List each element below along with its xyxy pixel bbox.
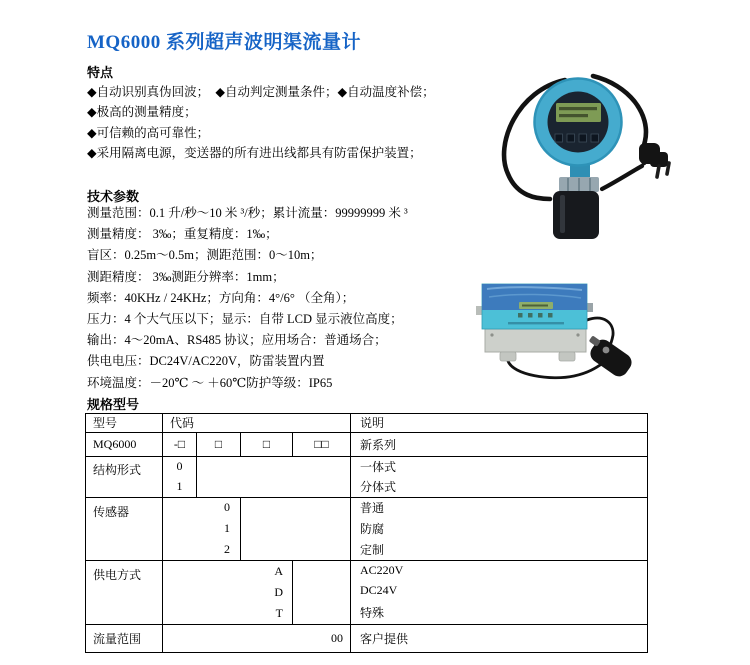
desc-value: 防腐 xyxy=(360,521,385,536)
power-plug xyxy=(639,143,669,177)
tech-param-item: 输出：4～20mA、RS485 协议；应用场合：普通场合； xyxy=(87,333,387,348)
table-row-power-codes xyxy=(163,561,293,625)
table-row-sensor-spacer xyxy=(241,498,351,561)
desc-value: 定制 xyxy=(360,542,385,557)
lcd-text-line xyxy=(559,114,588,117)
feature-item: ◆自动识别真伪回波； ◆自动判定测量条件；◆自动温度补偿； xyxy=(87,85,435,99)
table-row-power-spacer xyxy=(293,561,351,625)
table-cell-model-desc: 新系列 xyxy=(351,433,647,457)
tech-param-item: 盲区：0.25m～0.5m；测距范围：0～10m； xyxy=(87,248,323,263)
lcd-display xyxy=(556,103,601,122)
code-value: D xyxy=(274,584,283,599)
integrated-flowmeter-photo xyxy=(478,58,690,274)
page-title: MQ6000 系列超声波明渠流量计 xyxy=(87,32,361,53)
table-header-code: 代码 xyxy=(163,414,351,433)
desc-value: 普通 xyxy=(360,501,385,516)
table-row-sensor-codes xyxy=(163,498,241,561)
table-cell-code1: -□ xyxy=(163,433,197,457)
tech-param-item: 压力：4 个大气压以下；显示：自带 LCD 显示液位高度； xyxy=(87,312,403,327)
table-row-power-label: 供电方式 xyxy=(86,561,163,625)
tech-param-item: 环境温度：－20℃ ～ ＋60℃防护等级：IP65 xyxy=(87,375,333,390)
spec-model-table xyxy=(85,413,648,653)
side-tab xyxy=(476,306,482,315)
table-row-flowrange-desc: 客户提供 xyxy=(360,631,409,646)
code-value: 0 xyxy=(224,500,230,515)
cable-strand xyxy=(602,166,642,189)
table-row-sensor-label: 传感器 xyxy=(86,498,163,561)
table-row-structure-label: 结构形式 xyxy=(86,457,163,498)
sensor-cylinder xyxy=(553,191,599,239)
table-row-structure-spacer xyxy=(197,457,351,498)
feature-item: ◆采用隔离电源，变送器的所有进出线都具有防雷保护装置； xyxy=(87,145,422,160)
tech-params-heading: 技术参数 xyxy=(87,189,140,204)
code-value: 1 xyxy=(224,520,230,535)
table-row-flowrange-label: 流量范围 xyxy=(86,625,163,652)
desc-value: 一体式 xyxy=(360,460,397,474)
spec-table-heading: 规格型号 xyxy=(87,397,140,412)
tech-param-item: 频率：40KHz / 24KHz；方向角：4°/6° （全角）； xyxy=(87,290,355,305)
cable-long-loop xyxy=(508,361,603,378)
tech-param-item: 测距精度： 3‰测距分辨率：1mm； xyxy=(87,269,285,284)
feature-item: ◆极高的测量精度； xyxy=(87,105,197,120)
table-header-model: 型号 xyxy=(86,414,163,433)
sensor-highlight xyxy=(560,195,565,233)
desc-value: AC220V xyxy=(360,563,404,578)
tech-param-item: 测量精度： 3‰；重复精度：1‰； xyxy=(87,227,278,242)
tech-params-list xyxy=(87,203,408,394)
table-row-power-descs xyxy=(351,561,647,625)
desc-value: DC24V xyxy=(360,583,398,598)
remote-sensor xyxy=(581,332,635,380)
features-heading: 特点 xyxy=(87,65,114,80)
transmitter-box xyxy=(482,284,587,329)
code-value: 2 xyxy=(224,541,230,556)
table-cell-code4: □□ xyxy=(293,433,351,457)
cable-gland xyxy=(559,352,575,361)
table-row-structure-descs xyxy=(351,457,647,498)
code-value: 0 xyxy=(176,459,183,473)
code-value: T xyxy=(275,605,283,620)
cable-gland xyxy=(500,352,516,361)
features-list xyxy=(87,82,435,163)
feature-item: ◆可信赖的高可靠性； xyxy=(87,125,210,140)
code-value: 1 xyxy=(176,479,183,493)
mounting-plate xyxy=(485,329,586,352)
lcd-text-line xyxy=(559,107,597,110)
table-header-desc: 说明 xyxy=(351,414,647,433)
table-row-structure-codes xyxy=(163,457,197,498)
desc-value: 特殊 xyxy=(360,605,385,620)
table-cell-code2: □ xyxy=(197,433,241,457)
sensor-connector xyxy=(603,347,610,354)
split-flowmeter-photo xyxy=(455,273,701,385)
table-cell-code3: □ xyxy=(241,433,293,457)
tech-param-item: 供电电压：DC24V/AC220V，防雷装置内置 xyxy=(87,354,325,369)
label-text-line xyxy=(508,322,564,324)
desc-value: 分体式 xyxy=(360,480,397,494)
tech-param-item: 测量范围：0.1 升/秒～10 米 ³/秒；累计流量：99999999 米 ³ xyxy=(87,206,408,220)
code-value: A xyxy=(274,563,283,578)
table-row-flowrange-code: 00 xyxy=(163,625,351,652)
table-cell-model: MQ6000 xyxy=(86,433,163,457)
table-row-sensor-descs xyxy=(351,498,647,561)
